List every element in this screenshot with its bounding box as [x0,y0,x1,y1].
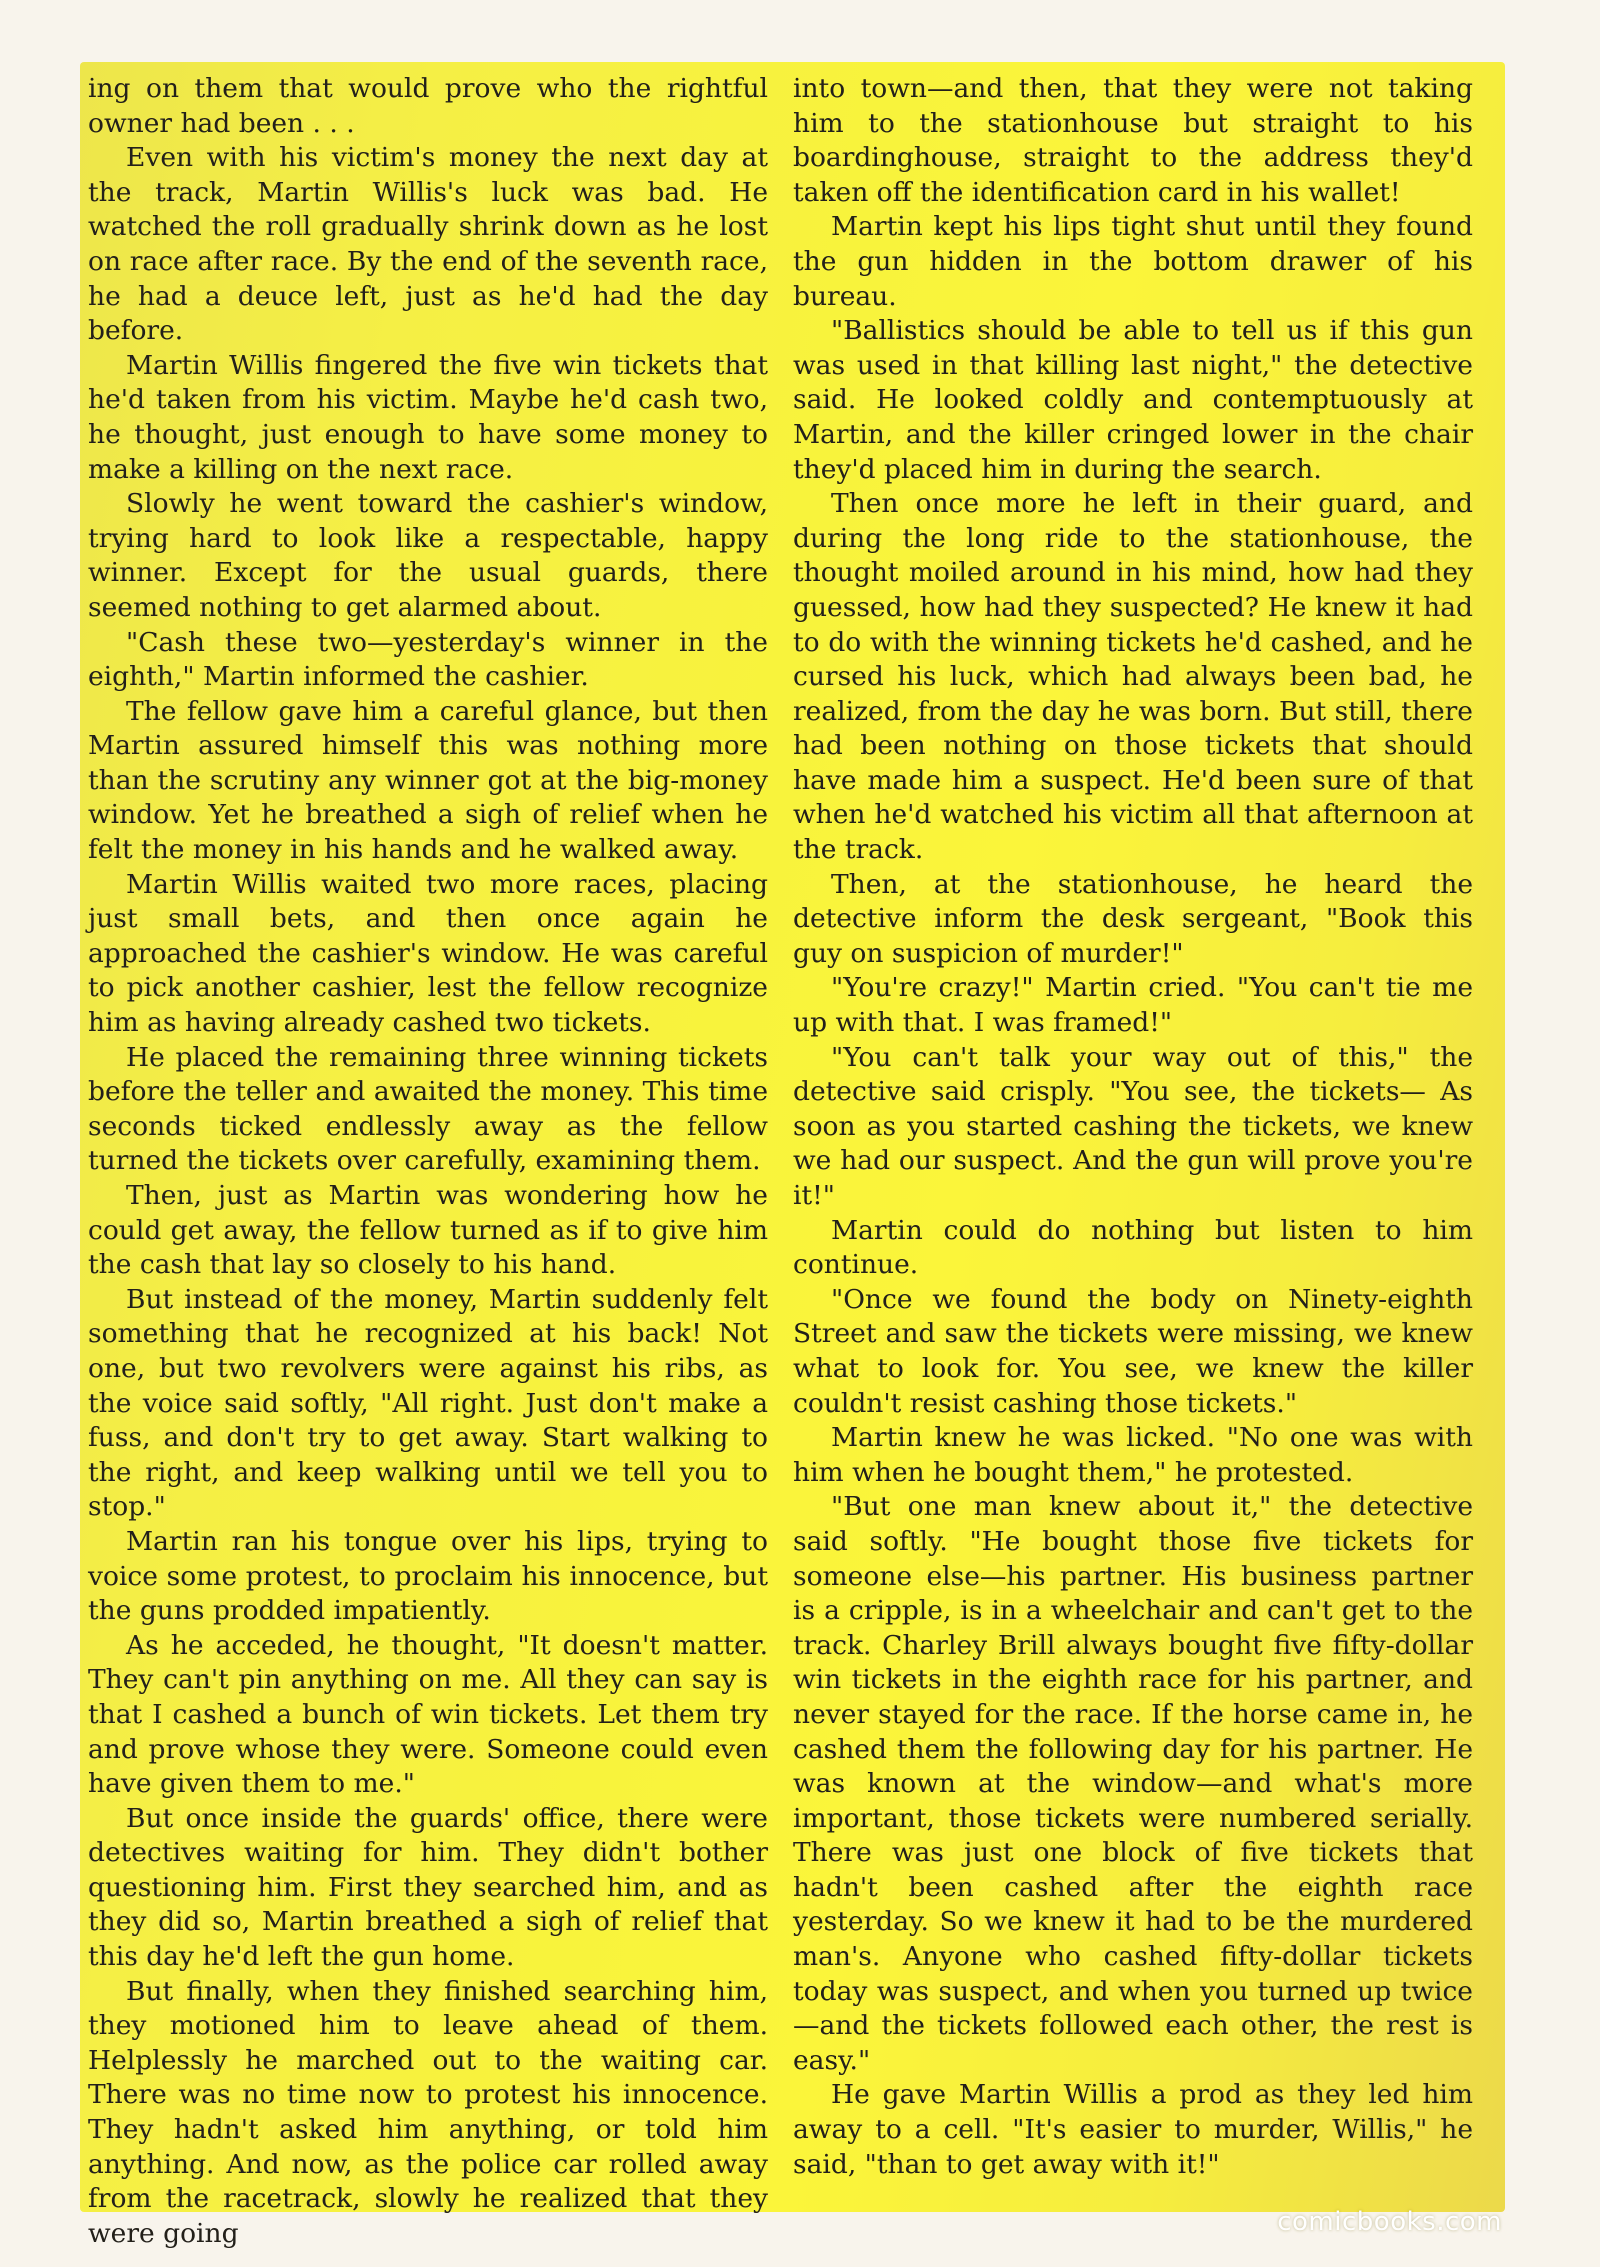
paragraph: Martin Willis fingered the five win tickets that he'd taken from his victim. Maybe he'd cash two, he thought, just enough to have some money to make a killing on the next race. [88,349,768,485]
paragraph: He placed the remaining three winning tickets before the teller and awaited the money. This time seconds ticked endlessly away as the fellow turned the tickets over carefully, examining them. [88,1041,768,1177]
paragraph: Martin kept his lips tight shut until they found the gun hidden in the bottom drawer of his bureau. [793,211,1473,312]
paragraph: Then, at the stationhouse, he heard the detective inform the desk sergeant, "Book this guy on suspicion of murder!" [793,868,1473,969]
paragraph: "You're crazy!" Martin cried. "You can't tie me up with that. I was framed!" [793,972,1473,1039]
paragraph: But instead of the money, Martin suddenly felt something that he recognized at his back! Not one, but two revolvers were against his ribs, as the voice said softly, "All right. Just don't make a fuss, and don't try to get away. Start walking to the right, and keep walking until we tell you to stop." [88,1283,768,1523]
paragraph: But finally, when they finished searching him, they motioned him to leave ahead of them. Helplessly he marched out to the waiting car. There was no time now to protest his innocence. They hadn't asked him anything, or told him anything. And now, as the police car rolled away from the racetrack, slowly he realized that they were going [88,1975,768,2249]
paragraph: He gave Martin Willis a prod as they led him away to a cell. "It's easier to murder, Willis," he said, "than to get away with it!" [793,2079,1473,2180]
paragraph: "Once we found the body on Ninety-eighth Street and saw the tickets were missing, we knew what to look for. You see, we knew the killer couldn't resist cashing those tickets." [793,1283,1473,1419]
paragraph: Martin knew he was licked. "No one was with him when he bought them," he protested. [793,1422,1473,1488]
paragraph: ing on them that would prove who the rightful owner had been . . . [88,73,768,139]
paragraph: Then once more he left in their guard, and during the long ride to the stationhouse, the thought moiled around in his mind, how had they guessed, how had they suspected? He knew it had to do with the winning tickets he'd cashed, and he cursed his luck, which had always been bad, he realized, from the day he was born. But still, there had been nothing on those tickets that should have made him a suspect. He'd been sure of that when he'd watched his victim all that afternoon at the track. [793,488,1473,866]
paragraph: "Ballistics should be able to tell us if this gun was used in that killing last night," the detective said. He looked coldly and contemptuously at Martin, and the killer cringed lower in the chair they'd placed him in during the search. [793,315,1473,485]
paragraph: "Cash these two—yesterday's winner in the eighth," Martin informed the cashier. [88,626,768,693]
paragraph: Even with his victim's money the next day at the track, Martin Willis's luck was bad. He watched the roll gradually shrink down as he lost on race after race. By the end of the seventh race, he had a deuce left, just as he'd had the day before. [88,142,768,347]
paragraph: But once inside the guards' office, there were detectives waiting for him. They didn't bother questioning him. First they searched him, and as they did so, Martin breathed a sigh of relief that this day he'd left the gun home. [88,1802,768,1973]
paragraph: Martin ran his tongue over his lips, trying to voice some protest, to proclaim his innocence, but the guns prodded impatiently. [88,1525,768,1627]
paragraph: "But one man knew about it," the detective said softly. "He bought those five tickets for someone else—his partner. His business partner is a cripple, is in a wheelchair and can't get to the track. Charley Brill always bought five fifty-dollar win tickets in the eighth race for his partner, and never stayed for the race. If the horse came in, he cashed them the following day for his partner. He was known at the window—and what's more important, those tickets were numbered serially. There was just one block of five tickets that hadn't been cashed after the eighth race yesterday. So we knew it had to be the murdered man's. Anyone who cashed fifty-dollar tickets today was suspect, and when you turned up twice—and the tickets followed each other, the rest is easy." [793,1491,1473,2076]
paragraph: Martin could do nothing but listen to him continue. [793,1214,1473,1281]
paragraph: Slowly he went toward the cashier's window, trying hard to look like a respectable, happy winner. Except for the usual guards, there seemed nothing to get alarmed about. [88,488,768,623]
right-text-column [793,72,1473,2182]
paragraph: The fellow gave him a careful glance, but then Martin assured himself this was nothing more than the scrutiny any winner got at the big-money window. Yet he breathed a sigh of relief when he felt the money in his hands and he walked away. [88,695,768,866]
paragraph: into town—and then, that they were not taking him to the stationhouse but straight to his boardinghouse, straight to the address they'd taken off the identification card in his wallet! [793,73,1473,208]
paragraph: Then, just as Martin was wondering how he could get away, the fellow turned as if to give him the cash that lay so closely to his hand. [88,1180,768,1281]
left-text-column [88,72,768,2251]
paragraph: As he acceded, he thought, "It doesn't matter. They can't pin anything on me. All they can say is that I cashed a bunch of win tickets. Let them try and prove whose they were. Someone could even have given them to me." [88,1629,768,1800]
paragraph: Martin Willis waited two more races, placing just small bets, and then once again he approached the cashier's window. He was careful to pick another cashier, lest the fellow recognize him as having already cashed two tickets. [88,868,768,1039]
source-watermark: comicbooks.com [1277,2207,1502,2237]
paragraph: "You can't talk your way out of this," the detective said crisply. "You see, the tickets— As soon as you started cashing the tickets, we knew we had our suspect. And the gun will prove you're it!" [793,1041,1473,1211]
